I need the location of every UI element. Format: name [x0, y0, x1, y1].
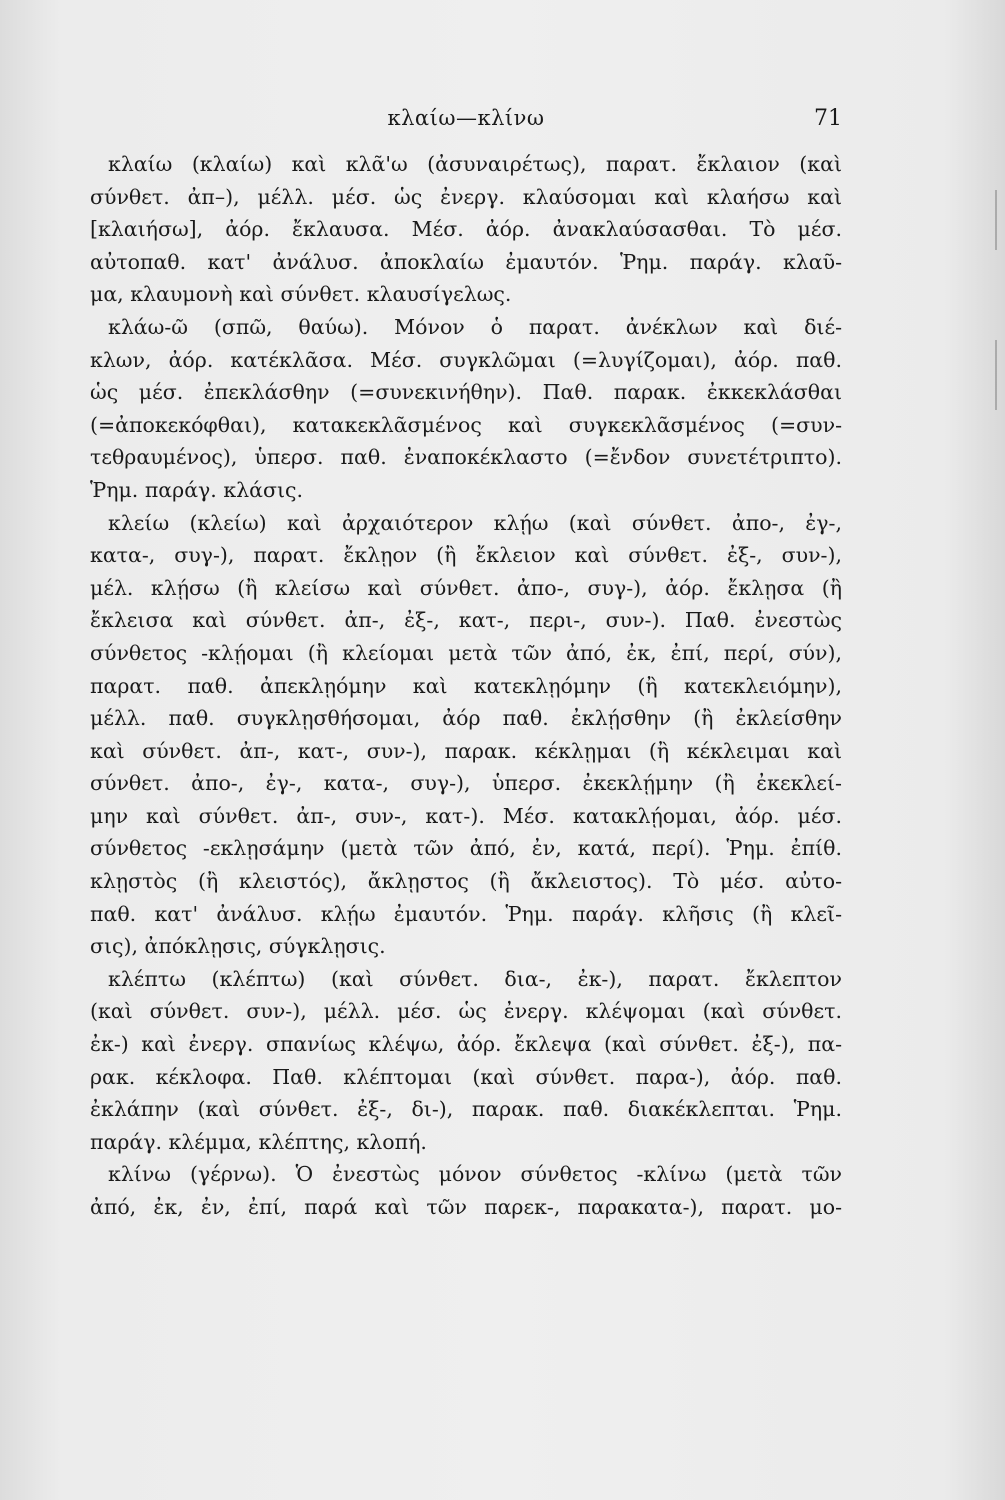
text-line: μην καὶ σύνθετ. ἀπ-, συν-, κατ-). Μέσ. κατακλῄομαι, ἀόρ. μέσ. — [90, 803, 842, 828]
page-edge-mark — [995, 190, 997, 250]
text-line: Ῥημ. παράγ. κλάσις. — [90, 477, 304, 502]
text-line: κλων, ἀόρ. κατέκλᾶσα. Μέσ. συγκλῶμαι (=λυγίζομαι), ἀόρ. παθ. — [90, 347, 842, 372]
text-line: ρακ. κέκλοφα. Παθ. κλέπτομαι (καὶ σύνθετ. παρα-), ἀόρ. παθ. — [90, 1064, 842, 1089]
running-head: κλαίω—κλίνω — [387, 106, 545, 130]
text-line: σις), ἀπόκλῃσις, σύγκλῃσις. — [90, 934, 386, 959]
text-line: κλείω (κλείω) καὶ ἀρχαιότερον κλῄω (καὶ σύνθετ. ἀπο-, ἐγ-, — [108, 510, 842, 535]
text-line: κλέπτω (κλέπτω) (καὶ σύνθετ. δια-, ἐκ-), παρατ. ἔκλεπτον — [108, 966, 842, 991]
text-line: αὐτοπαθ. κατ' ἀνάλυσ. ἀποκλαίω ἐμαυτόν. Ῥημ. παράγ. κλαῦ- — [90, 249, 842, 274]
text-line: μέλλ. παθ. συγκλῃσθήσομαι, ἀόρ παθ. ἐκλῄσθην (ἢ ἐκλείσθην — [90, 706, 842, 731]
text-line: μα, κλαυμονὴ καὶ σύνθετ. κλαυσίγελως. — [90, 282, 512, 307]
text-line: κλίνω (γέρνω). Ὁ ἐνεστὼς μόνον σύνθετος -κλίνω (μετὰ τῶν — [108, 1162, 842, 1187]
text-line: ἐκ-) καὶ ἐνεργ. σπανίως κλέψω, ἀόρ. ἔκλεψα (καὶ σύνθετ. ἐξ-), πα- — [90, 1032, 842, 1057]
text-line: τεθραυμένος), ὑπερσ. παθ. ἐναποκέκλαστο (=ἔνδον συνετέτριπτο). — [90, 445, 842, 470]
text-line: σύνθετ. ἀπο-, ἐγ-, κατα-, συγ-), ὑπερσ. ἐκεκλῄμην (ἢ ἐκεκλεί- — [90, 771, 842, 796]
text-line: κλαίω (κλαίω) καὶ κλᾶ'ω (ἀσυναιρέτως), παρατ. ἔκλαιον (καὶ — [108, 152, 842, 176]
page-header — [90, 102, 842, 142]
text-line: ὡς μέσ. ἐπεκλάσθην (=συνεκινήθην). Παθ. παρακ. ἐκκεκλάσθαι — [90, 380, 842, 405]
text-line: (=ἀποκεκόφθαι), κατακεκλᾶσμένος καὶ συγκεκλᾶσμένος (=συν- — [90, 412, 842, 437]
text-line: κλῃστὸς (ἢ κλειστός), ἄκλῃστος (ἢ ἄκλειστος). Τὸ μέσ. αὐτο- — [90, 869, 842, 894]
text-line: (καὶ σύνθετ. συν-), μέλλ. μέσ. ὡς ἐνεργ. κλέψομαι (καὶ σύνθετ. — [90, 999, 842, 1024]
text-line: παράγ. κλέμμα, κλέπτης, κλοπή. — [90, 1129, 427, 1154]
text-line: [κλαιήσω], ἀόρ. ἔκλαυσα. Μέσ. ἀόρ. ἀνακλαύσασθαι. Τὸ μέσ. — [90, 217, 842, 242]
text-line: παρατ. παθ. ἀπεκλῃόμην καὶ κατεκλῃόμην (ἢ κατεκλειόμην), — [90, 673, 842, 698]
text-line: παθ. κατ' ἀνάλυσ. κλῄω ἐμαυτόν. Ῥημ. παράγ. κλῆσις (ἢ κλεῖ- — [90, 901, 842, 926]
text-line: κλάω-ῶ (σπῶ, θαύω). Μόνον ὁ παρατ. ἀνέκλων καὶ διέ- — [108, 314, 842, 339]
text-line: σύνθετος -κλῄομαι (ἢ κλείομαι μετὰ τῶν ἀπό, ἐκ, ἐπί, περί, σύν), — [90, 640, 842, 665]
text-line: ἀπό, ἐκ, ἐν, ἐπί, παρά καὶ τῶν παρεκ-, παρακατα-), παρατ. μο- — [90, 1195, 842, 1219]
page-number: 71 — [814, 106, 842, 131]
text-line: μέλ. κλῄσω (ἢ κλείσω καὶ σύνθετ. ἀπο-, συγ-), ἀόρ. ἔκλῃσα (ἢ — [90, 575, 842, 600]
text-line: ἐκλάπην (καὶ σύνθετ. ἐξ-, δι-), παρακ. παθ. διακέκλεπται. Ῥημ. — [90, 1097, 842, 1122]
text-line: κατα-, συγ-), παρατ. ἔκλῃον (ἢ ἔκλειον καὶ σύνθετ. ἐξ-, συν-), — [90, 543, 842, 568]
text-line: σύνθετος -εκλῃσάμην (μετὰ τῶν ἀπό, ἐν, κατά, περί). Ῥημ. ἐπίθ. — [90, 836, 842, 861]
page-edge-mark — [995, 340, 997, 410]
text-line: σύνθετ. ἀπ–), μέλλ. μέσ. ὡς ἐνεργ. κλαύσομαι καὶ κλαήσω καὶ — [90, 184, 842, 209]
text-line: καὶ σύνθετ. ἀπ-, κατ-, συν-), παρακ. κέκλῃμαι (ἢ κέκλειμαι καὶ — [90, 738, 842, 763]
text-line: ἔκλεισα καὶ σύνθετ. ἀπ-, ἐξ-, κατ-, περι-, συν-). Παθ. ἐνεστὼς — [90, 608, 842, 633]
dictionary-entries — [90, 148, 842, 1224]
